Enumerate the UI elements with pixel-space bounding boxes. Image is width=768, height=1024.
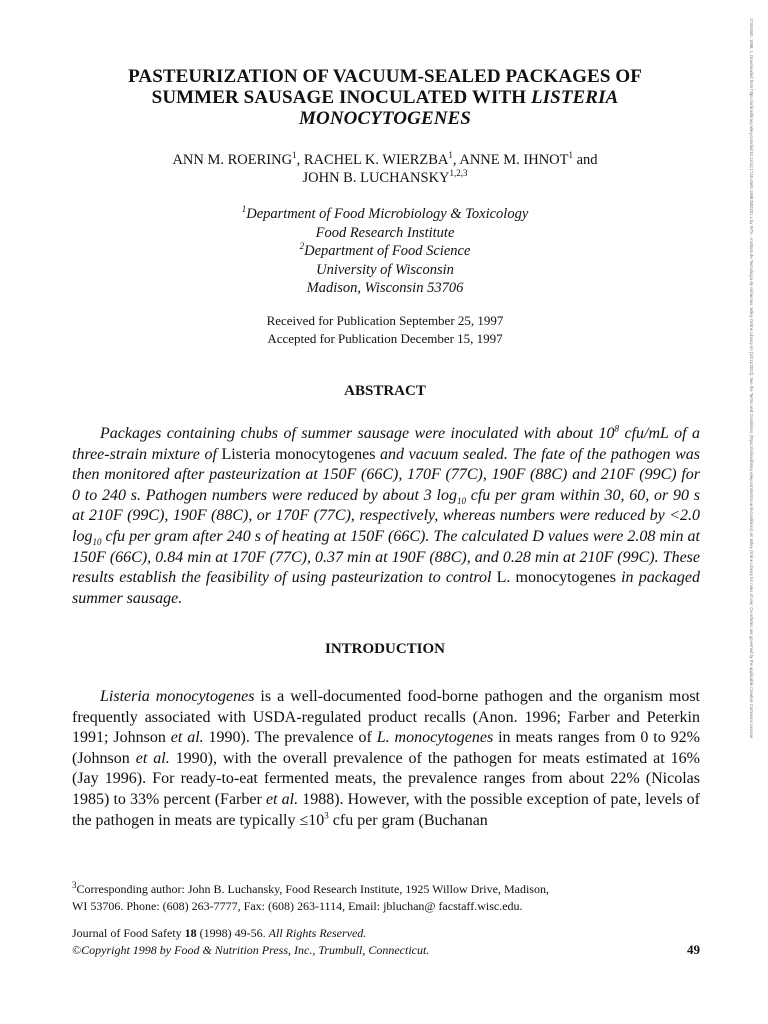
title-line-1: PASTEURIZATION OF VACUUM-SEALED PACKAGES OF	[128, 66, 642, 87]
footnote-line-1: $^3$Corresponding author: John B. Luchansky, Food Research Institute, 1925 Willow Drive, Madison,	[72, 880, 549, 896]
author-list	[70, 151, 700, 187]
title-line-2: SUMMER SAUSAGE INOCULATED WITH LISTERIA	[151, 87, 619, 108]
author-line-2: JOHN B. LUCHANSKY$^{1,2,3}$	[302, 168, 468, 186]
introduction-heading: INTRODUCTION	[324, 641, 445, 657]
title-line-3: MONOCYTOGENES	[299, 108, 471, 129]
page-number: 49	[687, 942, 700, 957]
introduction-body: Listeria monocytogenes is a well-documented food-borne pathogen and the organism most frequently associated with USDA-regulated product recalls (Anon. 1996; Farber and Peterkin 1991; Johnson et al. 1990). The prevalence of L. monocytogenes in meats ranges from 0 to 92% (Johnson et al. 1990), with the overall prevalence of the pathogen for meats estimated at 16% (Jay 1996). For ready-to-eat fermented meats, the prevalence ranges from about 22% (Nicolas 1985) to 33% percent (Farber et al. 1988). However, with the possible exception of pate, levels of the pathogen in meats are typically $\le 10^3$ cfu per gram (Buchanan	[72, 688, 701, 829]
abstract-heading: ABSTRACT	[344, 383, 426, 399]
journal-citation	[72, 925, 700, 959]
affiliation-line: $^2$Department of Food Science	[299, 241, 471, 259]
author-line-1: ANN M. ROERING$^1$, RACHEL K. WIERZBA$^1$, ANNE M. IHNOT$^1$ and	[172, 150, 598, 168]
accepted-date: Accepted for Publication December 15, 1997	[267, 331, 503, 346]
affiliation-line: Food Research Institute	[315, 224, 455, 241]
download-margin-note: 17454565, 1998, 1, Downloaded from https://onlinelibrary.wiley.com/doi/10.1111/j.1745-4565.1998.tb00201.x by INTA - Instituto de Tecnología de Alimentos, Wiley Online Library on [10/11/2022]. See the Terms and Conditions (https://onlinelibrary.wiley.com/terms-and-conditions) on Wiley Online Library for rules of use; OA articles are governed by the applicable Creative Commons License	[749, 18, 754, 739]
affiliation-line: Madison, Wisconsin 53706	[306, 280, 464, 296]
journal-line: Journal of Food Safety 18 (1998) 49-56. All Rights Reserved.	[72, 926, 367, 940]
footnote-line-2: WI 53706. Phone: (608) 263-7777, Fax: (608) 263-1114, Email: jbluchan@ facstaff.wisc.edu.	[72, 899, 523, 913]
abstract-body: Packages containing chubs of summer sausage were inoculated with about $10^8$ cfu/mL of a three-strain mixture of Listeria monocytogenes and vacuum sealed. The fate of the pathogen was then monitored after pasteurization at 150F (66C), 170F (77C), 190F (88C) and 210F (99C) for 0 to 240 s. Pathogen numbers were reduced by about 3 $\log_{10}$ cfu per gram within 30, 60, or 90 s at 210F (99C), 190F (88C), or 170F (77C), respectively, whereas numbers were reduced by <2.0 $\log_{10}$ cfu per gram after 240 s of heating at 150F (66C). The calculated D values were 2.08 min at 150F (66C), 0.84 min at 170F (77C), 0.37 min at 190F (88C), and 0.28 min at 210F (99C). These results establish the feasibility of using pasteurization to control L. monocytogenes in packaged summer sausage.	[72, 423, 700, 607]
affiliations	[70, 205, 700, 298]
publication-dates	[70, 312, 700, 348]
corresponding-author-footnote	[72, 881, 700, 915]
article-title	[70, 66, 700, 129]
received-date: Received for Publication September 25, 1997	[266, 313, 504, 328]
affiliation-line: University of Wisconsin	[316, 261, 454, 278]
affiliation-line: $^1$Department of Food Microbiology & Toxicology	[241, 204, 529, 222]
copyright-line: ©Copyright 1998 by Food & Nutrition Press, Inc., Trumbull, Connecticut.	[72, 943, 430, 957]
